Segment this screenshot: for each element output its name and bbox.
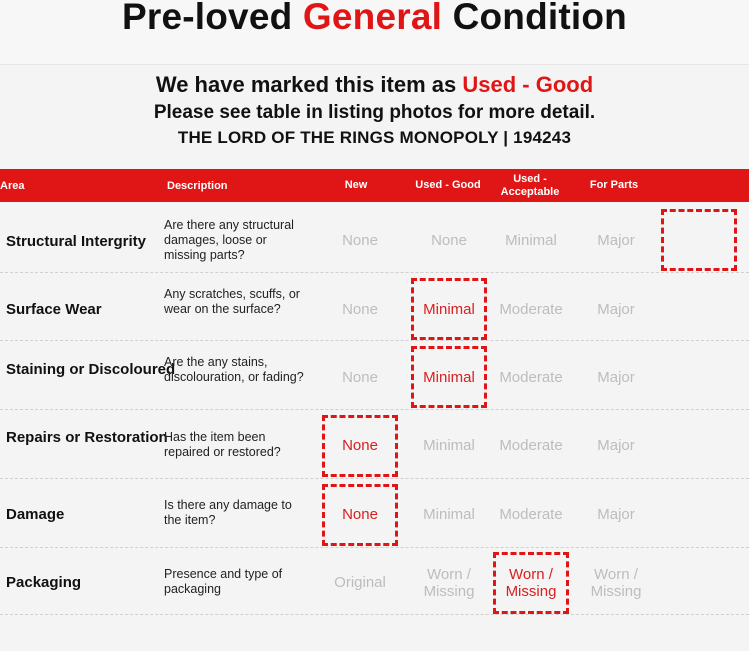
- value-used-acceptable: Moderate: [499, 301, 563, 318]
- header-description: Description: [167, 179, 228, 192]
- value-for-parts: Major: [597, 369, 635, 386]
- header-used-good: Used - Good: [415, 179, 481, 191]
- value-used-good: Minimal: [423, 506, 475, 523]
- row-description: Any scratches, scuffs, or wear on the surface?: [164, 287, 300, 316]
- table-row: [0, 548, 749, 616]
- detail-note: Please see table in listing photos for more detail.: [153, 102, 596, 123]
- title-accent: General: [302, 0, 443, 37]
- marked-grade: Used - Good: [462, 72, 594, 97]
- value-new: Original: [334, 574, 386, 591]
- value-used-good: Minimal: [423, 301, 475, 318]
- header-area: Area: [0, 179, 25, 192]
- row-area: Damage: [6, 506, 65, 523]
- value-new: None: [342, 232, 378, 249]
- row-area: Surface Wear: [6, 301, 102, 318]
- table-row: [0, 273, 749, 341]
- title-part1: Pre-loved: [121, 0, 293, 37]
- value-used-acceptable: Moderate: [499, 369, 563, 386]
- condition-statement: [0, 72, 749, 98]
- table-header: [0, 169, 749, 202]
- value-used-good: Minimal: [423, 369, 475, 386]
- table-row: [0, 341, 749, 409]
- row-description: Are the any stains, discolouration, or fading?: [164, 355, 304, 384]
- row-area: Packaging: [6, 574, 82, 591]
- header-new: New: [344, 179, 368, 191]
- value-for-parts: Major: [597, 437, 635, 454]
- row-area: Staining or Discoloured: [6, 361, 176, 378]
- selection-box-structural: [661, 209, 737, 271]
- row-area: Repairs or Restoration: [6, 429, 168, 446]
- row-description: Has the item been repaired or restored?: [164, 430, 281, 459]
- value-used-good: Worn / Missing: [423, 566, 475, 600]
- row-divider: [0, 614, 749, 615]
- value-used-good: None: [431, 232, 467, 249]
- table-row: [0, 203, 749, 271]
- selection-box-repairs: [322, 415, 398, 477]
- value-for-parts: Major: [597, 506, 635, 523]
- selection-box-packaging: [493, 552, 569, 614]
- row-description: Presence and type of packaging: [164, 567, 283, 596]
- value-for-parts: Worn / Missing: [590, 566, 642, 600]
- row-description: Are there any structural damages, loose or missing parts?: [164, 218, 294, 262]
- value-new: None: [342, 369, 378, 386]
- value-new: None: [342, 506, 378, 523]
- value-new: None: [342, 301, 378, 318]
- value-for-parts: Major: [597, 232, 635, 249]
- page-title: [0, 0, 749, 38]
- value-used-acceptable: Minimal: [505, 232, 557, 249]
- selection-box-surface-wear: [411, 278, 487, 340]
- row-area: Structural Intergrity: [6, 233, 147, 250]
- value-used-acceptable: Moderate: [499, 437, 563, 454]
- row-description: Is there any damage to the item?: [164, 498, 292, 527]
- marked-prefix: We have marked this item as: [155, 72, 457, 97]
- title-part2: Condition: [452, 0, 627, 37]
- header-used-acceptable: Used - Acceptable: [500, 172, 560, 198]
- product-name: THE LORD OF THE RINGS MONOPOLY | 194243: [177, 128, 572, 147]
- value-used-acceptable: Moderate: [499, 506, 563, 523]
- selection-box-damage: [322, 484, 398, 546]
- header-for-parts: For Parts: [589, 179, 639, 191]
- value-used-good: Minimal: [423, 437, 475, 454]
- value-new: None: [342, 437, 378, 454]
- value-for-parts: Major: [597, 301, 635, 318]
- value-used-acceptable: Worn / Missing: [505, 566, 557, 600]
- selection-box-staining: [411, 346, 487, 408]
